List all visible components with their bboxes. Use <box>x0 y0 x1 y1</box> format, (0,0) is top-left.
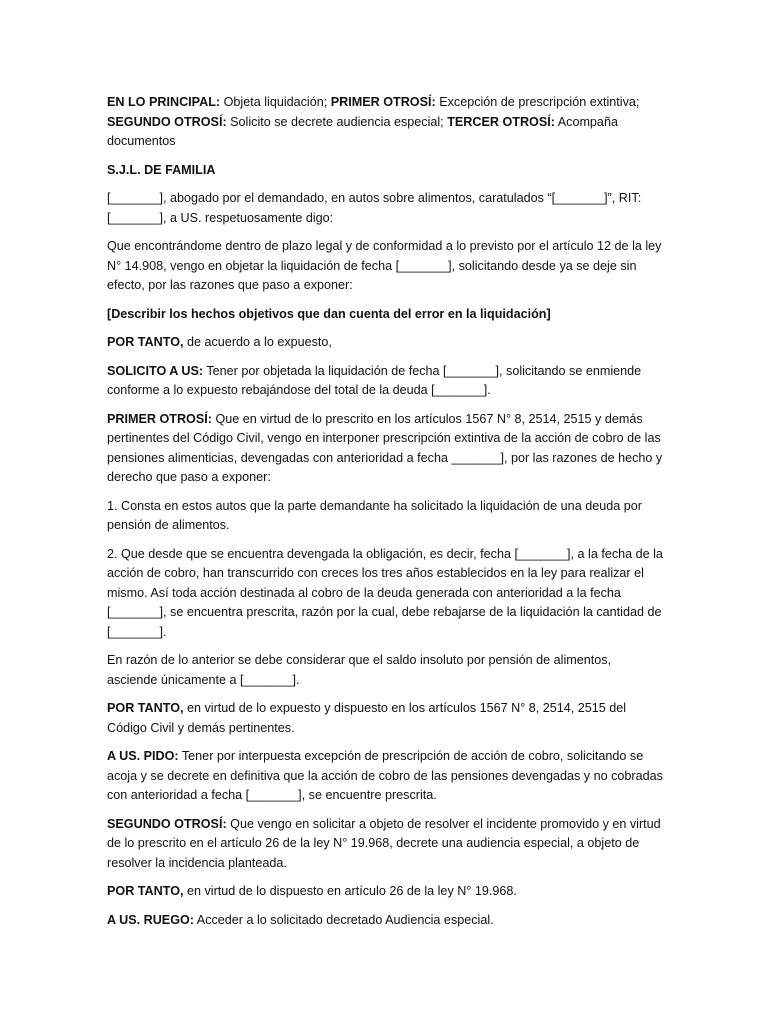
heading-tercer-otrosi-label: TERCER OTROSÍ: <box>447 114 555 129</box>
primer-otrosi-text: Que en virtud de lo prescrito en los artículos 1567 N° 8, 2514, 2515 y demás pertinentes del Código Civil, vengo en interponer prescripción extintiva de la acción de cobro de las pensiones alimenticias, devengadas con anterioridad a fecha _______], por las razones de hecho y derecho que paso a exponer: <box>107 411 663 484</box>
por-tanto-text: en virtud de lo dispuesto en artículo 26 de la ley N° 19.968. <box>183 884 517 898</box>
ruego-text: Acceder a lo solicitado decretado Audiencia especial. <box>194 912 494 927</box>
intro-paragraph: [_______], abogado por el demandado, en autos sobre alimentos, caratulados “[_______]”, RIT: [_______], a US. respetuosamente digo: <box>107 191 642 225</box>
por-tanto-text: en virtud de lo expuesto y dispuesto en los artículos 1567 N° 8, 2514, 2515 del Código Civil y demás pertinentes. <box>107 701 627 735</box>
heading-tercer-otrosi-text: Acompaña documentos <box>107 114 618 148</box>
describe-placeholder: [Describir los hechos objetivos que dan cuenta del error en la liquidación] <box>107 306 551 321</box>
pido-text: Tener por interpuesta excepción de prescripción de acción de cobro, solicitando se acoja y se decrete en definitiva que la acción de cobro de las pensiones devengadas y no cobradas con anterioridad a fecha [_______], se encuentre prescrita. <box>107 749 663 802</box>
heading-segundo-otrosi-text: Solicito se decrete audiencia especial; <box>226 114 448 129</box>
por-tanto-paragraph-1 <box>107 333 663 353</box>
heading-primer-otrosi-label: PRIMER OTROSÍ: <box>330 95 436 109</box>
primer-otrosi-label: PRIMER OTROSÍ: <box>107 411 212 426</box>
numbered-item-2: 2. Que desde que se encuentra devengada la obligación, es decir, fecha [_______], a la fecha de la acción de cobro, han transcurrido con creces los tres años establecidos en la ley para realizar el mismo. Así toda acción destinada al cobro de la deuda generada con anterioridad a la fecha [_______], se encuentra prescrita, razón por la cual, debe rebajarse de la liquidación la cantidad de [_______]. <box>107 546 663 639</box>
segundo-otrosi-paragraph <box>107 815 663 874</box>
solicito-text: Tener por objetada la liquidación de fecha [_______], solicitando se enmiende conforme a lo expuesto rebajándose del total de la deuda [_______]. <box>107 363 642 397</box>
numbered-item-1: 1. Consta en estos autos que la parte demandante ha solicitado la liquidación de una deuda por pensión de alimentos. <box>107 498 642 532</box>
objection-paragraph: Que encontrándome dentro de plazo legal y de conformidad a lo previsto por el artículo 12 de la ley N° 14.908, vengo en objetar la liquidación de fecha [_______], solicitando desde ya se deje sin efecto, por las razones que paso a exponer: <box>107 239 662 292</box>
por-tanto-text: de acuerdo a lo expuesto, <box>183 335 332 349</box>
heading-segundo-otrosi-label: SEGUNDO OTROSÍ: <box>107 114 227 129</box>
court-name: S.J.L. DE FAMILIA <box>107 162 216 177</box>
ruego-label: A US. RUEGO: <box>107 912 194 927</box>
en-razon-paragraph: En razón de lo anterior se debe considerar que el saldo insoluto por pensión de alimentos, asciende únicamente a [_______]. <box>107 653 612 687</box>
legal-document <box>107 93 663 939</box>
segundo-otrosi-label: SEGUNDO OTROSÍ: <box>107 816 227 831</box>
por-tanto-label: POR TANTO, <box>107 701 184 715</box>
ruego-paragraph <box>107 911 663 931</box>
heading-principal-label: EN LO PRINCIPAL: <box>107 95 221 109</box>
solicito-label: SOLICITO A US: <box>107 363 204 378</box>
heading-principal-text: Objeta liquidación; <box>220 95 331 109</box>
heading-primer-otrosi-text: Excepción de prescripción extintiva; <box>435 95 640 109</box>
pido-label: A US. PIDO: <box>107 749 179 763</box>
pido-paragraph <box>107 747 663 806</box>
segundo-otrosi-text: Que vengo en solicitar a objeto de resolver el incidente promovido y en virtud de lo prescrito en el artículo 26 de la ley N° 19.968, decrete una audiencia especial, a objeto de resolver la incidencia planteada. <box>107 816 661 870</box>
solicito-paragraph <box>107 362 663 401</box>
por-tanto-paragraph-2 <box>107 699 663 738</box>
por-tanto-paragraph-3 <box>107 882 663 902</box>
document-heading <box>107 93 663 152</box>
por-tanto-label: POR TANTO, <box>107 335 184 349</box>
por-tanto-label: POR TANTO, <box>107 884 184 898</box>
primer-otrosi-paragraph <box>107 410 663 488</box>
